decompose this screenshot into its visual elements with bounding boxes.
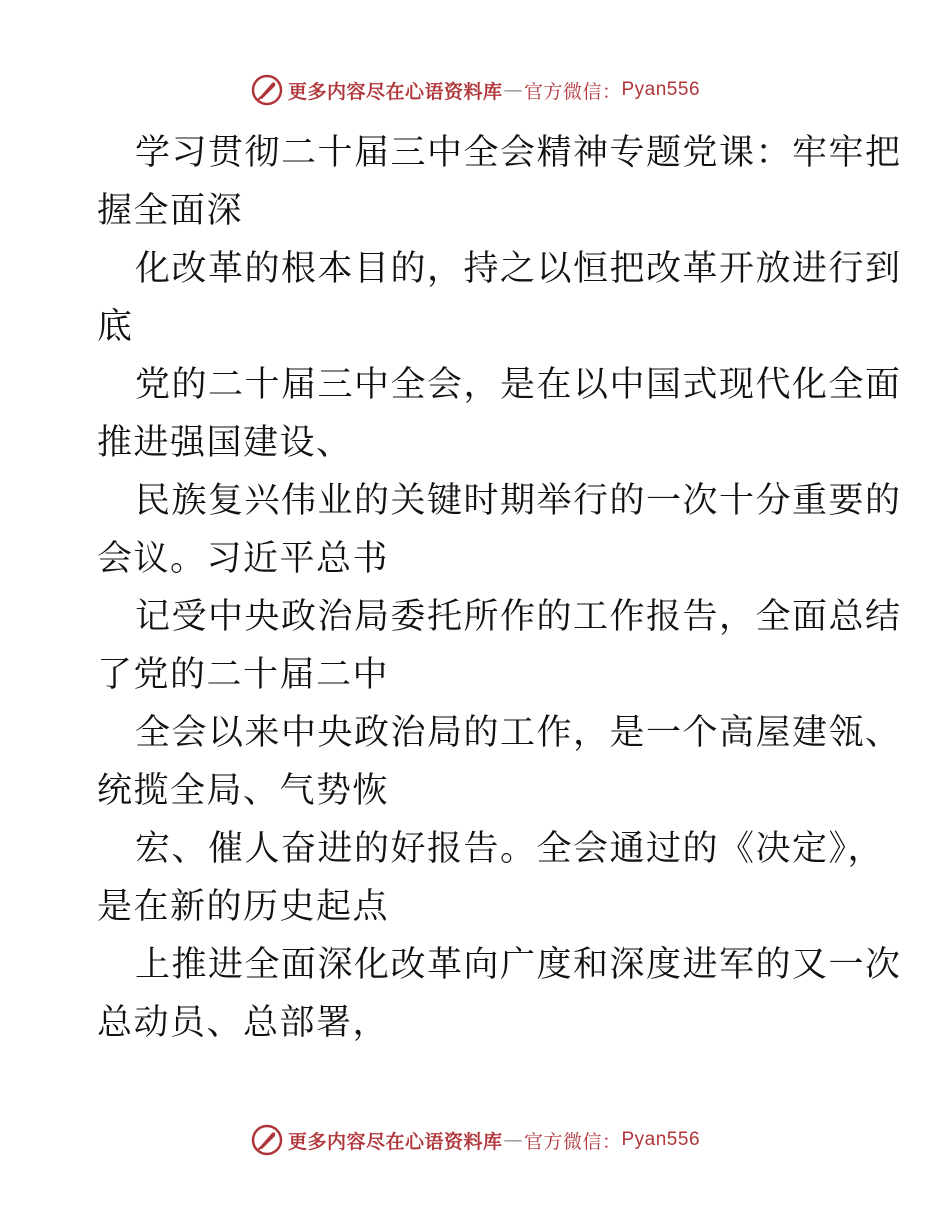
banner-wechat-id: Pyan556: [621, 1129, 701, 1150]
paragraph-line: 记受中央政治局委托所作的工作报告，全面总结: [135, 597, 902, 637]
paragraph-line: 是在新的历史起点: [97, 887, 390, 927]
quill-logo-icon: [250, 1123, 284, 1157]
banner-wechat-label: 官方微信：: [523, 80, 622, 103]
document-title-line-4: 底: [97, 307, 134, 347]
footer-watermark-banner: [0, 1120, 950, 1160]
banner-dash: —: [503, 1129, 523, 1151]
quill-logo-icon: [250, 73, 284, 107]
paragraph-line: 党的二十届三中全会，是在以中国式现代化全面: [135, 365, 902, 405]
paragraph-line: 推进强国建设、: [97, 423, 353, 463]
document-body: [97, 124, 902, 1052]
paragraph-line: 上推进全面深化改革向广度和深度进军的又一次: [135, 945, 902, 985]
paragraph-line: 统揽全局、气势恢: [97, 771, 390, 811]
paragraph-line: 总动员、总部署，: [97, 1003, 390, 1043]
paragraph-line: 会议。习近平总书: [97, 539, 390, 579]
banner-brand-text: 更多内容尽在心语资料库: [287, 80, 503, 103]
banner-dash: —: [503, 79, 523, 101]
paragraph-line: 了党的二十届二中: [97, 655, 390, 695]
header-watermark-banner: [0, 70, 950, 110]
banner-wechat-id: Pyan556: [621, 79, 701, 100]
document-title-line-1: 学习贯彻二十届三中全会精神专题党课：牢牢把: [135, 133, 902, 173]
paragraph-line: 民族复兴伟业的关键时期举行的一次十分重要的: [135, 481, 902, 521]
banner-brand-text: 更多内容尽在心语资料库: [287, 1130, 503, 1153]
document-title-line-3: 化改革的根本目的，持之以恒把改革开放进行到: [135, 249, 902, 289]
paragraph-line: 宏、催人奋进的好报告。全会通过的《决定》，: [135, 829, 885, 869]
document-title-line-2: 握全面深: [97, 191, 244, 231]
paragraph-line: 全会以来中央政治局的工作，是一个高屋建瓴、: [135, 713, 902, 753]
banner-wechat-label: 官方微信：: [523, 1130, 622, 1153]
